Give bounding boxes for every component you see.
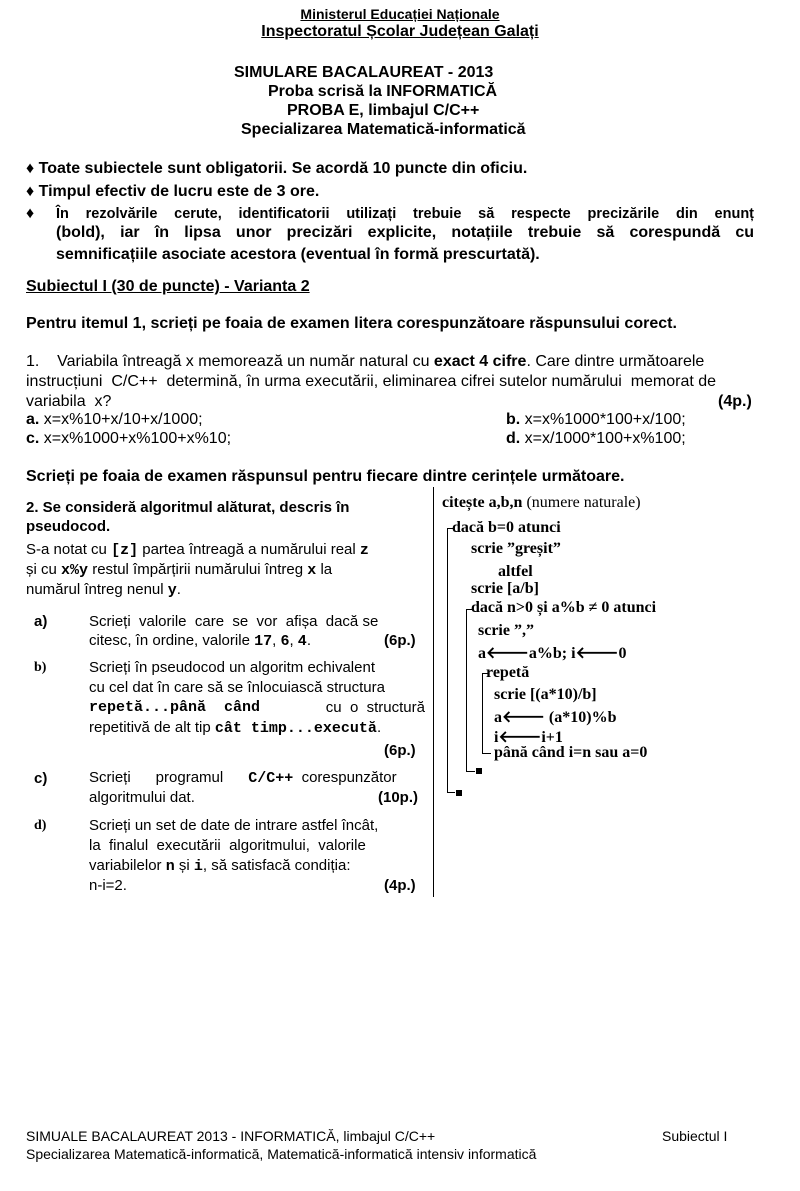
rule-3-line-2: (bold), iar în lipsa unor precizări explicite, notațiile trebuie să corespundă cu — [56, 224, 754, 241]
pseudocode-line-13: până când i=n sau a=0 — [494, 744, 648, 761]
rule-2: ♦ Timpul efectiv de lucru este de 3 ore. — [26, 183, 320, 200]
inspectorate-title: Inspectoratul Școlar Județean Galați — [261, 23, 539, 40]
exam-subtitle-1: Proba scrisă la INFORMATICĂ — [268, 83, 498, 100]
q1-option-c: c. x=x%1000+x%100+x%10; — [26, 430, 232, 447]
pseudocode-line-1: citește a,b,n (numere naturale) — [442, 494, 641, 511]
q2a-points: (6p.) — [384, 632, 416, 649]
bracket-outer — [447, 528, 448, 792]
pseudocode-line-5: scrie [a/b] — [471, 580, 539, 597]
bullet-icon: ♦ — [26, 183, 35, 200]
q2c-points: (10p.) — [378, 789, 419, 806]
q2d-label: d) — [34, 818, 47, 833]
q2a-line-2: citesc, în ordine, valorile 17, 6, 4. — [89, 632, 311, 650]
q1-line-3: variabila x? — [26, 393, 112, 410]
q2b-label: b) — [34, 660, 47, 675]
exam-subtitle-3: Specializarea Matematică-informatică — [241, 121, 526, 138]
pseudocode-line-10: scrie [(a*10)/b] — [494, 686, 597, 703]
exam-subtitle-2: PROBA E, limbajul C/C++ — [287, 102, 480, 119]
footer-right-1: Subiectul I — [662, 1128, 728, 1144]
q2-desc-line-2: și cu x%y restul împărțirii numărului întreg x la — [26, 561, 333, 579]
bracket-repeat-bottom — [482, 753, 491, 754]
pseudocode-line-7: scrie ”,” — [478, 622, 534, 639]
q2c-line-2: algoritmului dat. — [89, 789, 195, 806]
q1-line-2: instrucțiuni C/C++ determină, în urma executării, eliminarea cifrei sutelor numărului memorat de — [26, 373, 717, 390]
pseudocode-line-2: dacă b=0 atunci — [452, 519, 561, 536]
q2b-line-2: cu cel dat în care să se înlocuiască structura — [89, 679, 385, 696]
instruction-item-1: Pentru itemul 1, scrieți pe foaia de examen litera corespunzătoare răspunsului corect. — [26, 315, 677, 332]
bullet-icon: ♦ — [26, 160, 35, 177]
exam-title: SIMULARE BACALAUREAT - 2013 — [234, 64, 494, 81]
rule-1: ♦ Toate subiectele sunt obligatorii. Se acordă 10 puncte din oficiu. — [26, 160, 528, 177]
q2b-line-4: repetitivă de alt tip cât timp...execută. — [89, 719, 382, 737]
q2d-line-3: variabilelor n și i, să satisfacă condiția: — [89, 857, 351, 875]
pseudocode-line-11: a🡐 (a*10)%b — [494, 709, 617, 726]
q2d-line-2: la finalul executării algoritmului, valorile — [89, 837, 366, 854]
q2a-line-1: Scrieți valorile care se vor afișa dacă se — [89, 613, 379, 630]
pseudocode-line-12: i🡐i+1 — [494, 729, 563, 746]
pseudocode-line-8: a🡐a%b; i🡐0 — [478, 645, 627, 662]
q1-option-d: d. x=x/1000*100+x%100; — [506, 430, 686, 447]
q2c-line-1: Scrieți programul C/C++ corespunzător — [89, 769, 397, 787]
q2-title-line-2: pseudocod. — [26, 518, 111, 535]
pseudocode-line-6: dacă n>0 și a%b ≠ 0 atunci — [471, 599, 657, 616]
bracket-outer-end-icon — [456, 790, 462, 796]
ministry-title: Ministerul Educației Naționale — [300, 6, 500, 22]
q2d-line-1: Scrieți un set de date de intrare astfel încât, — [89, 817, 379, 834]
rule-3-line-3: semnificațiile asociate acestora (eventual în formă prescurtată). — [56, 246, 540, 263]
q2-desc-line-3: numărul întreg nenul y. — [26, 581, 181, 599]
footer-left-1: SIMUALE BACALAUREAT 2013 - INFORMATICĂ, limbajul C/C++ — [26, 1128, 436, 1144]
q1-line-1: 1. Variabila întreagă x memorează un număr natural cu exact 4 cifre. Care dintre următoarele — [26, 353, 705, 370]
bracket-outer-bottom — [447, 792, 455, 793]
q2d-points: (4p.) — [384, 877, 416, 894]
instruction-items-2: Scrieți pe foaia de examen răspunsul pentru fiecare dintre cerințele următoare. — [26, 468, 625, 485]
bracket-inner — [466, 609, 467, 771]
q2d-line-4: n-i=2. — [89, 877, 127, 894]
bracket-inner-bottom — [466, 771, 475, 772]
q2a-label: a) — [34, 613, 48, 630]
pseudocode-line-4: altfel — [498, 563, 533, 580]
q2b-points: (6p.) — [384, 742, 416, 759]
bullet-icon: ♦ — [26, 205, 35, 222]
bracket-inner-end-icon — [476, 768, 482, 774]
q2-desc-line-1: S-a notat cu [z] partea întreagă a numărului real z — [26, 541, 369, 559]
q2c-label: c) — [34, 770, 48, 787]
q1-points: (4p.) — [718, 393, 752, 410]
q1-option-b: b. x=x%1000*100+x/100; — [506, 411, 686, 428]
footer-left-2: Specializarea Matematică-informatică, Matematică-informatică intensiv informatică — [26, 1146, 537, 1162]
rule-3-line-1: În rezolvările cerute, identificatorii utilizați trebuie să respecte precizările din enunț — [56, 206, 754, 222]
bracket-repeat — [482, 673, 483, 753]
q2b-line-3: repetă...până când cu o structură — [89, 699, 425, 716]
pseudocode-line-3: scrie ”greșit” — [471, 540, 561, 557]
q2b-line-1: Scrieți în pseudocod un algoritm echivalent — [89, 659, 375, 676]
q2-title-line-1: 2. Se consideră algoritmul alăturat, descris în — [26, 499, 350, 516]
pseudocode-line-9: repetă — [486, 664, 530, 681]
subject-heading: Subiectul I (30 de puncte) - Varianta 2 — [26, 278, 310, 295]
column-divider — [433, 487, 434, 897]
q1-option-a: a. x=x%10+x/10+x/1000; — [26, 411, 203, 428]
